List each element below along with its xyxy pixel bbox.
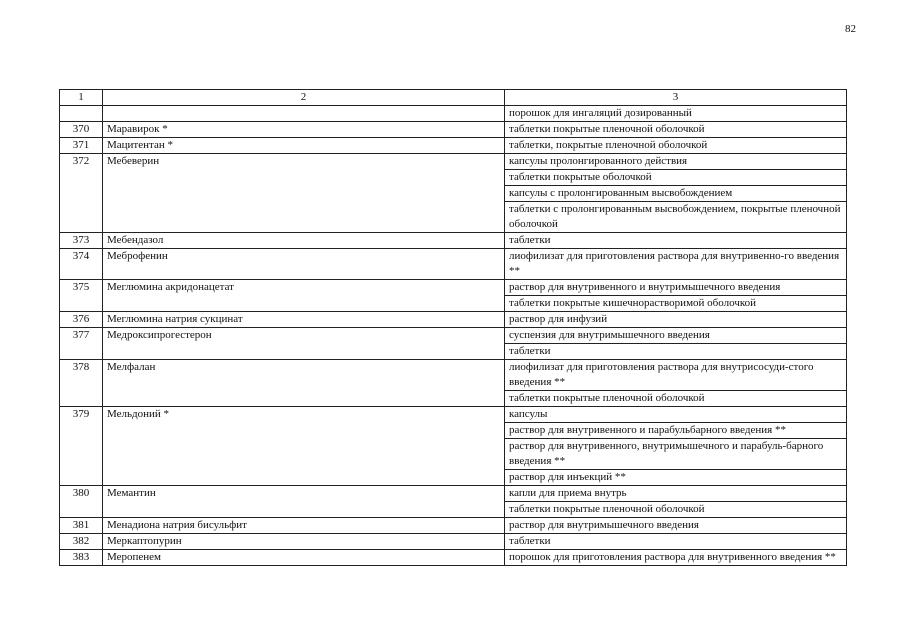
dosage-form: капсулы с пролонгированным высвобождением	[505, 185, 846, 201]
dosage-form: капли для приема внутрь	[509, 487, 627, 499]
drug-name: Мебендазол	[103, 233, 505, 249]
row-number: 380	[60, 486, 103, 518]
dosage-forms-cell	[505, 550, 847, 566]
dosage-forms-cell	[505, 233, 847, 249]
drug-name: Меглюмина акридонацетат	[103, 280, 505, 312]
dosage-form: таблетки, покрытые пленочной оболочкой	[509, 139, 708, 151]
row-number: 381	[60, 518, 103, 534]
drug-name: Маравирок *	[103, 122, 505, 138]
dosage-forms-cell	[505, 518, 847, 534]
dosage-form: раствор для инъекций **	[505, 469, 846, 485]
table-row	[60, 233, 847, 249]
dosage-forms-cell	[505, 534, 847, 550]
dosage-form: таблетки покрытые оболочкой	[505, 169, 846, 185]
dosage-form: раствор для внутривенного и парабульбарного введения **	[505, 422, 846, 438]
dosage-forms-cell	[505, 154, 847, 233]
drug-name: Меркаптопурин	[103, 534, 505, 550]
dosage-form: раствор для внутримышечного введения	[509, 519, 699, 531]
row-number: 377	[60, 328, 103, 360]
row-number: 382	[60, 534, 103, 550]
row-number: 370	[60, 122, 103, 138]
row-number: 379	[60, 407, 103, 486]
drug-name: Мемантин	[103, 486, 505, 518]
drug-name: Мебеверин	[103, 154, 505, 233]
table-row	[60, 407, 847, 486]
column-header-1: 1	[60, 90, 103, 106]
header-row	[60, 90, 847, 106]
row-number: 374	[60, 249, 103, 280]
dosage-form: капсулы	[509, 408, 548, 420]
dosage-form: лиофилизат для приготовления раствора для внутрисосуди-стого введения **	[509, 361, 814, 388]
row-number: 375	[60, 280, 103, 312]
column-header-2: 2	[103, 90, 505, 106]
row-number: 372	[60, 154, 103, 233]
dosage-form: порошок для ингаляций дозированный	[509, 107, 692, 119]
dosage-form: лиофилизат для приготовления раствора для внутривенно-го введения **	[509, 250, 840, 277]
dosage-form: порошок для приготовления раствора для внутривенного введения **	[509, 551, 836, 563]
row-number: 371	[60, 138, 103, 154]
dosage-form: капсулы пролонгированного действия	[509, 155, 688, 167]
row-number: 383	[60, 550, 103, 566]
drug-name: Менадиона натрия бисульфит	[103, 518, 505, 534]
drug-name: Мелфалан	[103, 360, 505, 407]
drug-name: Мельдоний *	[103, 407, 505, 486]
table-row	[60, 534, 847, 550]
table-row	[60, 328, 847, 360]
dosage-form: таблетки с пролонгированным высвобождением, покрытые пленочной оболочкой	[505, 201, 846, 232]
dosage-form: таблетки	[509, 535, 551, 547]
dosage-forms-cell	[505, 312, 847, 328]
row-number: 373	[60, 233, 103, 249]
drug-name: Меропенем	[103, 550, 505, 566]
table-row	[60, 154, 847, 233]
drug-name: Медроксипрогестерон	[103, 328, 505, 360]
dosage-forms-cell	[505, 407, 847, 486]
dosage-form: раствор для внутривенного, внутримышечного и парабуль-барного введения **	[505, 438, 846, 469]
column-header-3: 3	[505, 90, 847, 106]
table-row	[60, 280, 847, 312]
table-row	[60, 360, 847, 407]
dosage-form: таблетки покрытые пленочной оболочкой	[509, 123, 705, 135]
drug-table-body	[60, 90, 847, 566]
drug-name-empty	[103, 106, 505, 122]
drug-name: Меглюмина натрия сукцинат	[103, 312, 505, 328]
table-row	[60, 122, 847, 138]
dosage-form: раствор для инфузий	[509, 313, 608, 325]
dosage-forms-cell	[505, 122, 847, 138]
page-number: 82	[845, 23, 856, 35]
table-row	[60, 486, 847, 518]
table-row	[60, 249, 847, 280]
dosage-form: таблетки покрытые пленочной оболочкой	[505, 390, 846, 406]
drug-name: Меброфенин	[103, 249, 505, 280]
dosage-form: суспензия для внутримышечного введения	[509, 329, 710, 341]
dosage-forms-cell	[505, 486, 847, 518]
dosage-forms-cell	[505, 360, 847, 407]
dosage-forms-cell	[505, 249, 847, 280]
row-number-empty	[60, 106, 103, 122]
dosage-form: таблетки покрытые кишечнорастворимой оболочкой	[505, 295, 846, 311]
row-number: 378	[60, 360, 103, 407]
continuation-row	[60, 106, 847, 122]
dosage-form: таблетки	[509, 234, 551, 246]
drug-name: Мацитентан *	[103, 138, 505, 154]
table-row	[60, 138, 847, 154]
row-number: 376	[60, 312, 103, 328]
dosage-forms-cell	[505, 280, 847, 312]
drug-table	[59, 89, 847, 566]
dosage-form: раствор для внутривенного и внутримышечного введения	[509, 281, 781, 293]
dosage-forms-cell	[505, 328, 847, 360]
dosage-form: таблетки покрытые пленочной оболочкой	[505, 501, 846, 517]
table-row	[60, 550, 847, 566]
dosage-forms-cell	[505, 106, 847, 122]
table-row	[60, 312, 847, 328]
table-row	[60, 518, 847, 534]
dosage-form: таблетки	[505, 343, 846, 359]
dosage-forms-cell	[505, 138, 847, 154]
